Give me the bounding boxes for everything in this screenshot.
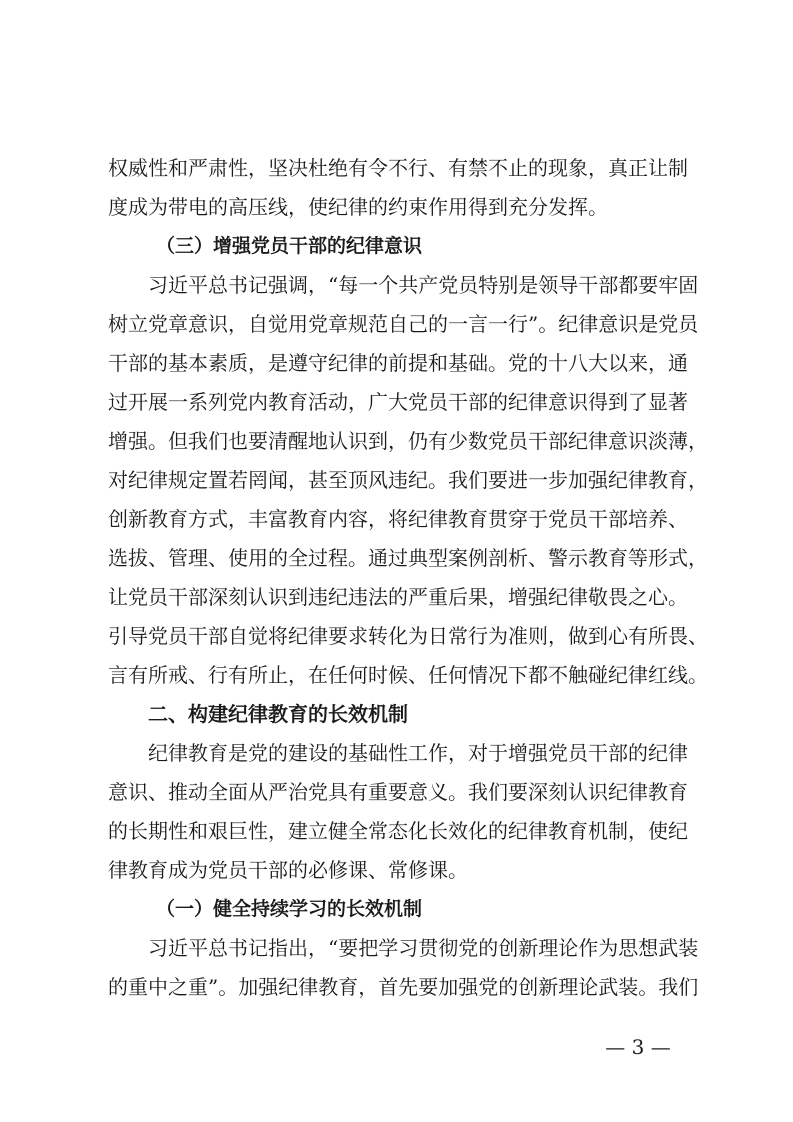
body-text-line: 的长期性和艰巨性，建立健全常态化长效化的纪律教育机制，使纪 — [108, 819, 688, 843]
body-text-line: 意识、推动全面从严治党具有重要意义。我们要深刻认识纪律教育 — [108, 780, 688, 804]
body-text-line: 创新教育方式，丰富教育内容，将纪律教育贯穿于党员干部培养、 — [108, 507, 688, 531]
body-text-line: 的重中之重”。加强纪律教育，首先要加强党的创新理论武装。我们 — [108, 975, 699, 999]
body-text-line: 纪律教育是党的建设的基础性工作，对于增强党员干部的纪律 — [148, 741, 688, 765]
body-text-line: 权威性和严肃性，坚决杜绝有令不行、有禁不止的现象，真正让制 — [108, 156, 688, 180]
body-text-line: 度成为带电的高压线，使纪律的约束作用得到充分发挥。 — [108, 195, 608, 219]
body-text-line: 让党员干部深刻认识到违纪违法的严重后果，增强纪律敬畏之心。 — [108, 585, 688, 609]
page-number: — 3 — — [605, 1035, 671, 1059]
section-subheading: （一）健全持续学习的长效机制 — [156, 898, 423, 920]
body-text-line: 对纪律规定置若罔闻，甚至顶风违纪。我们要进一步加强纪律教育， — [108, 468, 708, 492]
body-text-line: 引导党员干部自觉将纪律要求转化为日常行为准则，做到心有所畏、 — [108, 624, 708, 648]
body-text-line: 习近平总书记指出，“要把学习贯彻党的创新理论作为思想武装 — [148, 936, 699, 960]
body-text-line: 树立党章意识，自觉用党章规范自己的一言一行”。纪律意识是党员 — [108, 312, 699, 336]
body-text-line: 习近平总书记强调，“每一个共产党员特别是领导干部都要牢固 — [148, 273, 699, 297]
body-text-line: 言有所戒、行有所止，在任何时候、任何情况下都不触碰纪律红线。 — [108, 663, 708, 687]
section-subheading: （三）增强党员干部的纪律意识 — [156, 235, 423, 257]
section-heading: 二、构建纪律教育的长效机制 — [148, 702, 408, 726]
body-text-line: 选拔、管理、使用的全过程。通过典型案例剖析、警示教育等形式， — [108, 546, 708, 570]
body-text-line: 过开展一系列党内教育活动，广大党员干部的纪律意识得到了显著 — [108, 390, 688, 414]
body-text-line: 干部的基本素质，是遵守纪律的前提和基础。党的十八大以来，通 — [108, 351, 688, 375]
body-text-line: 增强。但我们也要清醒地认识到，仍有少数党员干部纪律意识淡薄， — [108, 429, 708, 453]
body-text-line: 律教育成为党员干部的必修课、常修课。 — [108, 858, 468, 882]
